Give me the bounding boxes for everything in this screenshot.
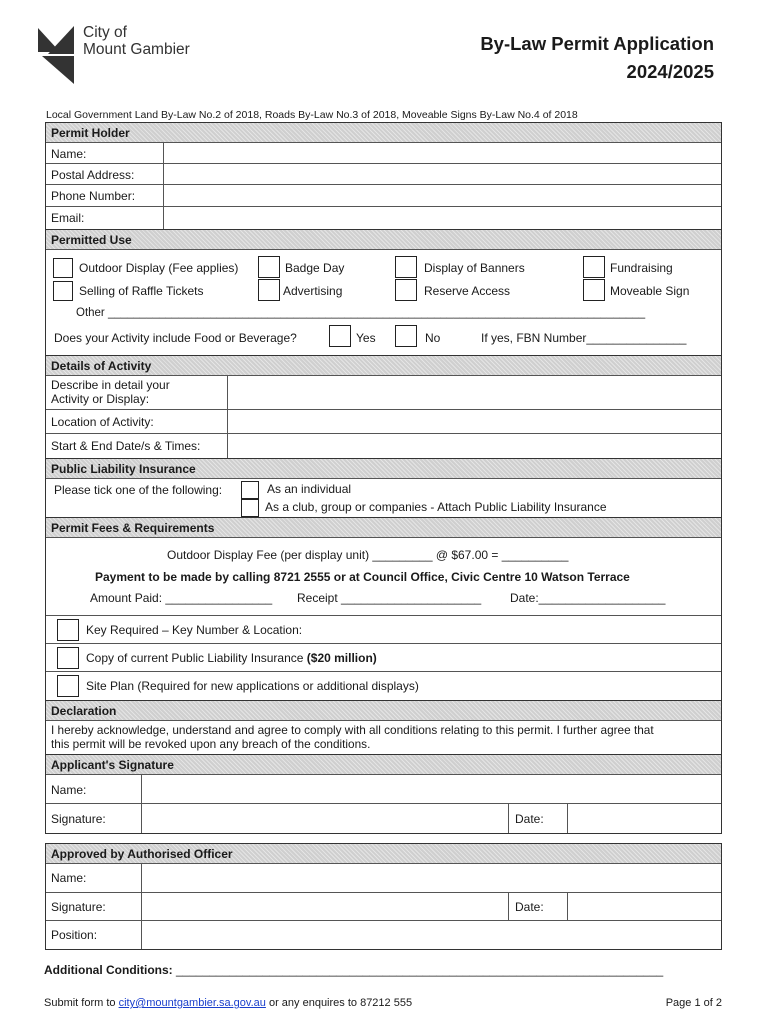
page-title: [480, 30, 714, 86]
details-section: [45, 355, 722, 459]
declaration-line-1: I hereby acknowledge, understand and agree to comply with all conditions relating to this permit. I further agree that: [51, 723, 654, 737]
describe-label-line-1: Describe in detail your: [51, 378, 170, 392]
officer-position-label: Position:: [51, 928, 98, 942]
insurance-prompt: Please tick one of the following:: [54, 483, 223, 497]
declaration-section: [45, 700, 722, 755]
phone-label: Phone Number:: [51, 189, 136, 203]
fbn-number-field[interactable]: If yes, FBN Number_______________: [481, 331, 687, 345]
option-badge-day: Badge Day: [285, 261, 345, 275]
footer-prefix: Submit form to: [44, 997, 119, 1009]
officer-approval-section: [45, 843, 722, 950]
date-paid-field[interactable]: Date:___________________: [510, 591, 666, 605]
describe-label: [51, 378, 170, 406]
amount-paid-field[interactable]: Amount Paid: ________________: [90, 591, 273, 605]
food-yes-label: Yes: [356, 331, 376, 345]
insurance-option-individual: As an individual: [267, 482, 352, 496]
insurance-option-club: As a club, group or companies - Attach Public Liability Insurance: [265, 500, 607, 514]
footer-suffix: or any enquires to 87212 555: [265, 997, 413, 1009]
logo-text: [83, 24, 190, 58]
fees-body: [46, 538, 721, 616]
option-moveable-sign: Moveable Sign: [610, 284, 690, 298]
option-advertising: Advertising: [283, 284, 343, 298]
option-outdoor-display: Outdoor Display (Fee applies): [79, 261, 239, 275]
field-row-name[interactable]: [46, 143, 721, 164]
permitted-use-header: Permitted Use: [46, 230, 721, 250]
page-number: Page 1 of 2: [665, 997, 722, 1009]
requirement-insurance-label: [86, 651, 377, 665]
officer-name-label: Name:: [51, 871, 87, 885]
details-header: Details of Activity: [46, 356, 721, 376]
fees-section: [45, 517, 722, 701]
checkbox-club-group[interactable]: [241, 499, 259, 517]
requirement-insurance[interactable]: [46, 644, 721, 672]
officer-name-row[interactable]: [46, 864, 721, 893]
bylaw-reference: Local Government Land By-Law No.2 of 2018, Roads By-Law No.3 of 2018, Moveable Signs By-Law No.4 of 2018: [46, 109, 578, 121]
option-fundraising: Fundraising: [610, 261, 673, 275]
applicant-signature-row[interactable]: [46, 804, 721, 833]
checkbox-advertising[interactable]: [258, 279, 280, 301]
requirement-site-plan[interactable]: [46, 672, 721, 700]
option-display-banners: Display of Banners: [424, 261, 525, 275]
receipt-field[interactable]: Receipt _____________________: [297, 591, 482, 605]
requirement-insurance-amount: ($20 million): [306, 651, 377, 665]
checkbox-insurance-copy[interactable]: [57, 647, 79, 669]
officer-date-label: Date:: [515, 900, 544, 914]
permitted-use-section: [45, 229, 722, 356]
other-field[interactable]: Other ____________________________________________________________________________________: [76, 307, 646, 319]
logo-mark-icon: [38, 24, 76, 86]
applicant-name-label: Name:: [51, 783, 87, 797]
requirement-insurance-text: Copy of current Public Liability Insurance: [86, 651, 307, 665]
checkbox-raffle-tickets[interactable]: [53, 281, 73, 301]
checkbox-badge-day[interactable]: [258, 256, 280, 278]
requirement-key-label: Key Required – Key Number & Location:: [86, 623, 303, 637]
describe-label-line-2: Activity or Display:: [51, 392, 150, 406]
food-no-label: No: [425, 331, 441, 345]
footer-submit-info: [44, 997, 412, 1009]
applicant-date-label: Date:: [515, 812, 544, 826]
location-label: Location of Activity:: [51, 415, 154, 429]
insurance-section: [45, 458, 722, 518]
payment-instructions: Payment to be made by calling 8721 2555 or at Council Office, Civic Centre 10 Watson Terrace: [95, 570, 630, 584]
checkbox-reserve-access[interactable]: [395, 279, 417, 301]
applicant-name-row[interactable]: [46, 775, 721, 804]
applicant-signature-section: [45, 754, 722, 834]
field-row-describe[interactable]: [46, 376, 721, 410]
applicant-signature-label: Signature:: [51, 812, 106, 826]
title-line-1: By-Law Permit Application: [480, 33, 714, 54]
permit-holder-section: [45, 122, 722, 230]
field-row-email[interactable]: [46, 207, 721, 229]
checkbox-food-yes[interactable]: [329, 325, 351, 347]
field-row-postal-address[interactable]: [46, 164, 721, 185]
council-logo: [38, 24, 76, 86]
email-label: Email:: [51, 211, 85, 225]
checkbox-moveable-sign[interactable]: [583, 279, 605, 301]
officer-signature-row[interactable]: [46, 893, 721, 921]
checkbox-site-plan[interactable]: [57, 675, 79, 697]
checkbox-individual[interactable]: [241, 481, 259, 499]
officer-signature-label: Signature:: [51, 900, 106, 914]
field-row-dates[interactable]: [46, 434, 721, 458]
checkbox-key-required[interactable]: [57, 619, 79, 641]
checkbox-food-no[interactable]: [395, 325, 417, 347]
footer-email-link[interactable]: city@mountgambier.sa.gov.au: [118, 997, 266, 1009]
logo-line-1: City of: [83, 24, 127, 41]
additional-conditions-label: Additional Conditions:: [44, 963, 173, 977]
additional-conditions[interactable]: [44, 963, 663, 977]
applicant-header: Applicant's Signature: [46, 755, 721, 775]
insurance-header: Public Liability Insurance: [46, 459, 721, 479]
food-beverage-question: Does your Activity include Food or Beverage?: [54, 331, 297, 345]
fees-header: Permit Fees & Requirements: [46, 518, 721, 538]
declaration-header: Declaration: [46, 701, 721, 721]
option-reserve-access: Reserve Access: [424, 284, 511, 298]
additional-conditions-line: _________________________________________________________________________: [176, 963, 664, 977]
checkbox-display-banners[interactable]: [395, 256, 417, 278]
title-line-2: 2024/2025: [626, 61, 714, 82]
postal-address-label: Postal Address:: [51, 168, 135, 182]
declaration-line-2: this permit will be revoked upon any breach of the conditions.: [51, 737, 371, 751]
checkbox-outdoor-display[interactable]: [53, 258, 73, 278]
option-raffle-tickets: Selling of Raffle Tickets: [79, 284, 204, 298]
officer-header: Approved by Authorised Officer: [46, 844, 721, 864]
fee-line[interactable]: Outdoor Display Fee (per display unit) _________ @ $67.00 = __________: [167, 548, 569, 562]
dates-label: Start & End Date/s & Times:: [51, 439, 201, 453]
permit-holder-header: Permit Holder: [46, 123, 721, 143]
requirement-site-plan-label: Site Plan (Required for new applications or additional displays): [86, 679, 419, 693]
name-label: Name:: [51, 147, 87, 161]
declaration-text: [46, 721, 721, 753]
checkbox-fundraising[interactable]: [583, 256, 605, 278]
officer-position-row[interactable]: [46, 921, 721, 949]
field-row-phone[interactable]: [46, 185, 721, 207]
field-row-location[interactable]: [46, 410, 721, 434]
requirement-key[interactable]: [46, 616, 721, 644]
logo-line-2: Mount Gambier: [83, 41, 190, 58]
